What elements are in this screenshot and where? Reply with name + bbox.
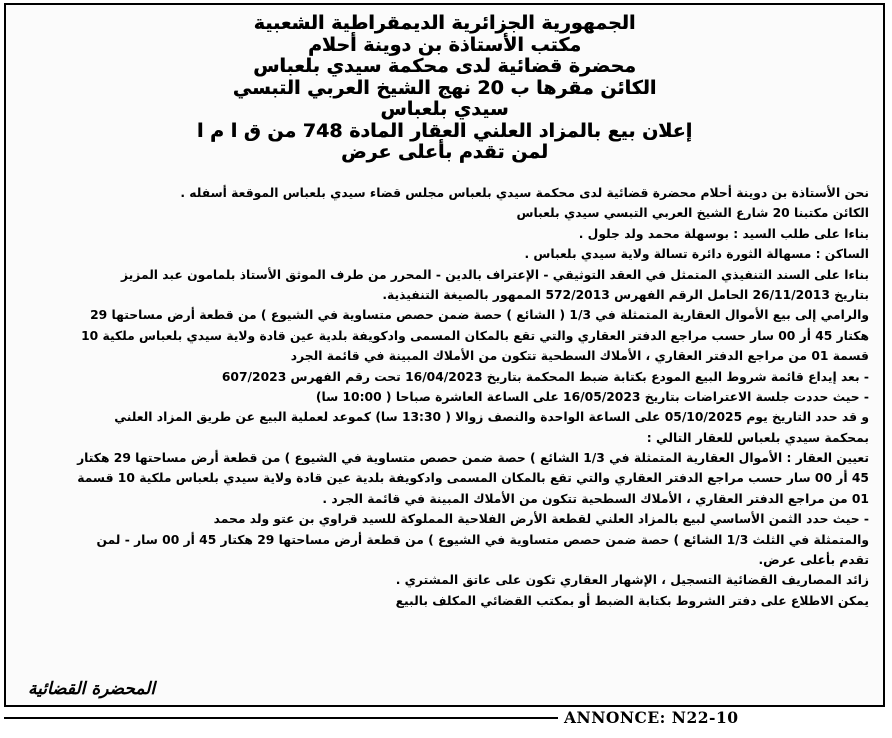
header-office: مكتب الأستاذة بن دوينة أحلام: [307, 33, 582, 56]
body-line: بناءا على طلب السيد : بوسهلة محمد ولد جلول .: [578, 226, 869, 241]
header-highest-bidder: لمن تقدم بأعلى عرض: [340, 141, 549, 163]
body-line: - بعد إيداع قائمة شروط البيع المودع بكتابة ضبط المحكمة بتاريخ 16/04/2023 تحت رقم الفهرس 607/2023: [221, 369, 869, 384]
body-line: يمكن الاطلاع على دفتر الشروط بكتابة الضبط أو بمكتب القضائي المكلف بالبيع: [395, 593, 869, 608]
body-line: والرامي إلى بيع الأموال العقارية المتمثلة في 1/3 ( الشائع ) حصة ضمن حصص متساوية في الشيوع ) من قطعة أرض مساحتها 29: [90, 308, 869, 323]
body-line: الكائن مكتبنا 20 شارع الشيخ العربي التبسي سيدي بلعباس: [516, 206, 869, 221]
header-address: الكائن مقرها ب 20 نهج الشيخ العربي التبسي: [232, 76, 657, 99]
header-bailiff: محضرة قضائية لدى محكمة سيدي بلعباس: [253, 55, 636, 77]
body-line: 01 من مراجع الدفتر العقاري ، الأملاك السطحية تتكون من الأملاك المبينة في قائمة الجرد .: [322, 491, 869, 506]
header-announcement-title: إعلان بيع بالمزاد العلني العقار المادة 748 من ق ا م ا: [196, 119, 693, 142]
body-line: نحن الأستاذة بن دوينة أحلام محضرة قضائية لدى محكمة سيدي بلعباس مجلس قضاء سيدي بلعباس الموقعة أسفله .: [180, 186, 869, 200]
header-city: سيدي بلعباس: [380, 98, 509, 120]
header-block: [6, 13, 883, 164]
body-line: 45 أر 00 سار حسب مراجع الدفتر العقاري والتي تقع بالمكان المسمى وادكويفة بلدية عين قادة ولاية سيدي بلعباس ملكية 10 قسمة: [77, 471, 869, 486]
body-line: تقدم بأعلى عرض.: [758, 553, 869, 568]
body-line: - حيث حدد الثمن الأساسي لبيع بالمزاد العلني لقطعة الأرض الفلاحية المملوكة للسيد قراوي بن عتو ولد محمد: [213, 512, 869, 527]
body-line: بمحكمة سيدي بلعباس للعقار التالي :: [646, 430, 869, 445]
annonce-code: ANNONCE: N22-10: [564, 708, 739, 727]
body-line: - حيث حددت جلسة الاعتراضات بتاريخ 16/05/2023 على الساعة العاشرة صباحا ( 10:00 سا): [315, 389, 869, 404]
body-line: تعيين العقار : الأموال العقارية المتمثلة في 1/3 الشائع ) حصة ضمن حصص متساوية في الشيوع ) من قطعة أرض مساحتها 29 هكتار: [77, 451, 869, 466]
body-line: والمتمثلة في الثلث 1/3 الشائع ) حصة ضمن حصص متساوية في الشيوع ) من قطعة أرض مساحتها 29 هكتار 45 أر 00 سار - لمن: [96, 532, 869, 547]
body-line: زائد المصاريف القضائية التسجيل ، الإشهار العقاري تكون على عاتق المشتري .: [395, 573, 869, 588]
body-line: الساكن : مسهالة الثورة دائرة تسالة ولاية سيدي بلعباس .: [524, 247, 869, 262]
body-text: [18, 183, 869, 611]
body-line: هكتار 45 أر 00 سار حسب مراجع الدفتر العقاري والتي تقع بالمكان المسمى وادكويفة بلدية عين قادة ولاية سيدي بلعباس ملكية 10: [81, 328, 869, 343]
body-line: قسمة 01 من مراجع الدفتر العقاري ، الأملاك السطحية تتكون من الأملاك المبينة في قائمة الجرد: [290, 349, 869, 364]
footer: [0, 707, 892, 738]
body-line: بناءا على السند التنفيذي المتمثل في العقد التوثيقي - الإعتراف بالدين - المحرر من طرف الموثق الأستاذ بلمامون عبد المزيز: [121, 267, 869, 282]
body-line: بتاريخ 26/11/2013 الحامل الرقم الفهرس 572/2013 الممهور بالصيغة التنفيذية.: [382, 287, 869, 302]
signature: المحضرة القضائية: [28, 679, 156, 699]
header-republic: الجمهورية الجزائرية الديمقراطية الشعبية: [253, 12, 636, 34]
announcement-frame: [4, 3, 885, 707]
footer-rule: [4, 717, 558, 719]
body-line: و قد حدد التاريخ يوم 05/10/2025 على الساعة الواحدة والنصف زوالا ( 13:30 سا) كموعد لعملية البيع عن طريق المزاد العلني: [114, 410, 869, 425]
